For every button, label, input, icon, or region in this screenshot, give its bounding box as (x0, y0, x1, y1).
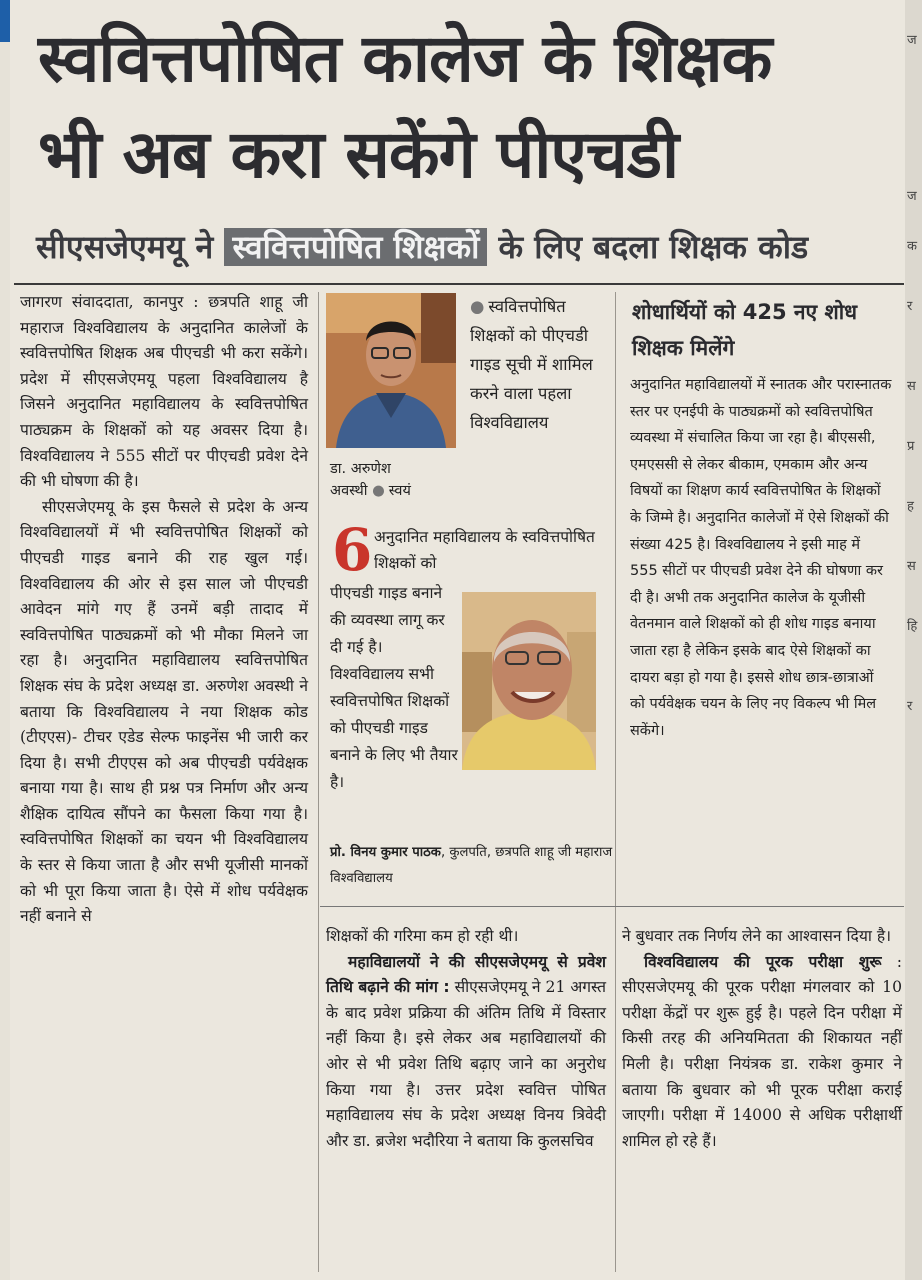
column-divider-1 (318, 292, 319, 1272)
subhead-highlight: स्ववित्तपोषित शिक्षकों (224, 228, 487, 266)
article-column-2 (326, 924, 606, 1154)
quote-credit (330, 840, 620, 892)
portrait-illustration-1 (326, 293, 456, 448)
quote-lead: अनुदानित महाविद्यालय के स्ववित्तपोषित शिक्षकों को (374, 528, 595, 572)
page-edge-marker (0, 0, 10, 42)
header-divider (14, 283, 904, 285)
credit-role: , कुलपति, छत्रपति शाहू जी महाराज विश्वविद्यालय (330, 845, 613, 886)
photo1-name-line1: डा. अरुणेश (330, 461, 391, 477)
col2-subhead: महाविद्यालयों ने की सीएसजेएमयू से प्रवेश तिथि बढ़ाने की मांग : (326, 952, 606, 997)
portrait-illustration-2 (462, 592, 596, 770)
col3-subhead: विश्वविद्यालय की पूरक परीक्षा शुरू (644, 952, 882, 971)
highlight-box (470, 292, 610, 437)
adjacent-column-fragment: ज ज क र स प्र ह स हि र (905, 0, 922, 1280)
credit-name: प्रो. विनय कुमार पाठक (330, 845, 441, 860)
sidebar-body: अनुदानित महाविद्यालयों में स्नातक और परास्नातक स्तर पर एनईपी के पाठ्यक्रमों को स्ववित्तपोषित व्यवस्था में संचालित किया जा रहा है। बीएससी, एमएससी से लेकर बीकाम, एमकाम और अन्य विषयों का शिक्षण कार्य स्ववित्तपोषित के शिक्षकों के जिम्मे है। अनुदानित कालेजों में ऐसे शिक्षकों की संख्या 425 है। विश्वविद्यालय ने इसी माह में 555 सीटों पर पीएचडी प्रवेश देने की घोषणा कर दी है। अभी तक अनुदानित कालेज के यूजीसी वेतनमान वाले शिक्षकों को ही शोध गाइड बनाया जाता रहा है लेकिन इसके बाद ऐसे शिक्षकों का दायरा बड़ा हो गया है। इससे शोध छात्र-छात्राओं को पर्यवेक्षक चयन के लिए नए विकल्प भी मिल सकेंगे। (630, 377, 892, 739)
col2-paragraph-1: शिक्षकों की गरिमा कम हो रही थी। (326, 927, 519, 945)
subhead-after: के लिए बदला शिक्षक कोड (498, 228, 809, 266)
article-column-1 (20, 290, 308, 930)
col2-paragraph-2: सीएसजेएमयू ने 21 अगस्त के बाद प्रवेश प्रक्रिया की अंतिम तिथि में विस्तार नहीं किया है। इसे लेकर अब महाविद्यालयों की ओर से भी प्रवेश तिथि बढ़ाए जाने का अनुरोध किया गया है। उत्तर प्रदेश स्ववित्त पोषित महाविद्यालय संघ के प्रदेश अध्यक्ष विनय त्रिवेदी और डा. ब्रजेश भदौरिया ने बताया कि कुलसचिव (326, 978, 607, 1150)
col3-paragraph-1: ने बुधवार तक निर्णय लेने का आश्वासन दिया है। (622, 927, 892, 945)
sub-headline (36, 220, 906, 276)
highlight-text: स्ववित्तपोषित शिक्षकों को पीएचडी गाइड सूची में शामिल करने वाला पहला विश्वविद्यालय (470, 297, 593, 432)
sidebar-title: शोधार्थियों को 425 नए शोध शिक्षक मिलेंगे (632, 300, 858, 360)
main-headline (38, 10, 898, 202)
section-divider (320, 906, 904, 907)
col1-paragraph-1: जागरण संवाददाता, कानपुर : छत्रपति शाहू जी महाराज विश्वविद्यालय के अनुदानित कालेजों के स्ववित्तपोषित शिक्षक अब पीएचडी भी करा सकेंगे। प्रदेश में सीएसजेएमयू पहला विश्वविद्यालय है जिसने अनुदानित महाविद्यालय के स्ववित्तपोषित पाठ्यक्रम के शिक्षकों को यह अवसर दिया है। विश्वविद्यालय ने 555 सीटों पर पीएचडी प्रवेश देने की भी घोषणा की है। (20, 293, 308, 491)
photo1-tag: स्वयं (388, 483, 411, 499)
highlight-bullet-icon: ● (470, 297, 485, 316)
photo-arunesh-awasthi (326, 293, 456, 448)
col1-paragraph-2: सीएसजेएमयू के इस फैसले से प्रदेश के अन्य विश्वविद्यालयों में भी स्ववित्तपोषित शिक्षकों को पीएचडी गाइड बनाने की राह खुल गई। विश्वविद्यालय की ओर से इस साल जो पीएचडी आवेदन मांगे गए हैं उनमें बड़ी तादाद में स्ववित्तपोषित पाठ्यक्रमों को भी मौका मिलने जा रहा है। अनुदानित महाविद्यालय स्ववित्तपोषित शिक्षक संघ के प्रदेश अध्यक्ष डा. अरुणेश अवस्थी ने बताया कि विश्वविद्यालय ने नया शिक्षक कोड (टीएएस)- टीचर एडेड सेल्फ फाइनेंस भी जारी कर दिया है। सभी टीएएस को अब पीएचडी पर्यवेक्षक बनाया गया है। साथ ही प्रश्न पत्र निर्माण और अन्य शैक्षिक दायित्व सौंपने का फैसला किया गया है। स्ववित्तपोषित शिक्षकों का चयन भी विश्वविद्यालय के स्तर से किया जाता है और सभी यूजीसी मानकों को भी पूरा किया जाता है। ऐसे में शोध पर्यवेक्षक नहीं बनाने से (20, 497, 308, 926)
article-column-3 (622, 924, 902, 1154)
headline-line-2: भी अब करा सकेंगे पीएचडी (38, 115, 679, 193)
photo1-name-line2: अवस्थी (330, 483, 368, 499)
col3-paragraph-2: : सीएसजेएमयू की पूरक परीक्षा मंगलवार को 10 परीक्षा केंद्रों पर शुरू हुई है। पहले दिन परीक्षा में किसी तरह की अनियमितता की शिकायत नहीं मिली है। परीक्षा नियंत्रक डा. राकेश कुमार ने बताया कि बुधवार को भी पूरक परीक्षा कराई जाएगी। परीक्षा में 14000 से अधिक परीक्षार्थी शामिल हो रहे हैं। (622, 952, 902, 1150)
photo1-caption (330, 458, 460, 502)
headline-line-1: स्ववित्तपोषित कालेज के शिक्षक (38, 19, 772, 97)
caption-bullet-icon: ● (372, 483, 385, 499)
quote-mark-icon: 6 (332, 516, 373, 584)
subhead-before: सीएसजेएमयू ने (36, 228, 214, 266)
quote-body: पीएचडी गाइड बनाने की व्यवस्था लागू कर दी गई है। विश्वविद्यालय सभी स्ववित्तपोषित शिक्षकों को पीएचडी गाइड बनाने के लिए भी तैयार है। (330, 584, 458, 791)
photo-vinay-kumar-pathak (462, 592, 596, 770)
column-divider-2 (615, 292, 616, 1272)
